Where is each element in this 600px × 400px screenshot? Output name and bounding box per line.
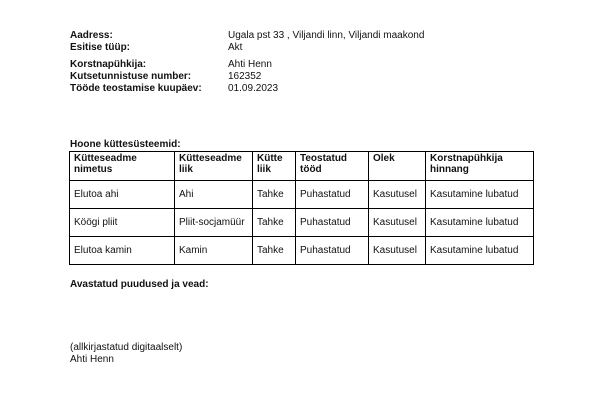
cell-status: Kasutusel	[369, 209, 426, 237]
date-value: 01.09.2023	[228, 83, 279, 94]
cell-work-done: Puhastatud	[296, 237, 369, 265]
doc-type-value: Akt	[228, 42, 243, 53]
header-assessment: Korstnapühkija hinnang	[426, 152, 534, 181]
doc-type-label: Esitise tüüp:	[70, 42, 131, 53]
heating-systems-title: Hoone küttesüsteemid:	[70, 139, 181, 150]
cell-fuel-type: Tahke	[253, 237, 296, 265]
sweep-row	[70, 59, 510, 71]
signature-block	[70, 342, 182, 366]
header-status: Olek	[369, 152, 426, 181]
cert-row	[70, 71, 510, 83]
date-row	[70, 83, 510, 95]
info-block	[70, 30, 510, 95]
header-fuel-type: Kütte liik	[253, 152, 296, 181]
address-row	[70, 30, 510, 42]
signature-name: Ahti Henn	[70, 354, 114, 365]
signature-note: (allkirjastatud digitaalselt)	[70, 342, 183, 353]
table-row	[70, 181, 534, 209]
cert-value: 162352	[228, 71, 262, 82]
table-row	[70, 237, 534, 265]
cell-fuel-type: Tahke	[253, 209, 296, 237]
sweep-value: Ahti Henn	[228, 59, 272, 70]
cell-device-type: Ahi	[175, 181, 253, 209]
cell-device-name: Elutoa ahi	[70, 181, 175, 209]
header-device-name: Kütteseadme nimetus	[70, 152, 175, 181]
cell-assessment: Kasutamine lubatud	[426, 209, 534, 237]
cell-status: Kasutusel	[369, 181, 426, 209]
header-work-done: Teostatud tööd	[296, 152, 369, 181]
date-label: Tööde teostamise kuupäev:	[70, 83, 202, 94]
cell-device-name: Elutoa kamin	[70, 237, 175, 265]
defects-title: Avastatud puudused ja vead:	[70, 279, 209, 290]
cell-assessment: Kasutamine lubatud	[426, 181, 534, 209]
cell-work-done: Puhastatud	[296, 209, 369, 237]
cell-device-name: Köögi pliit	[70, 209, 175, 237]
header-device-type: Kütteseadme liik	[175, 152, 253, 181]
heating-systems-table	[69, 151, 534, 265]
table-row	[70, 209, 534, 237]
sweep-label: Korstnapühkija:	[70, 59, 147, 70]
cell-status: Kasutusel	[369, 237, 426, 265]
cert-label: Kutsetunnistuse number:	[70, 71, 192, 82]
cell-work-done: Puhastatud	[296, 181, 369, 209]
doc-type-row	[70, 42, 510, 54]
address-value: Ugala pst 33 , Viljandi linn, Viljandi maakond	[228, 30, 425, 41]
cell-device-type: Pliit-socjamüür	[175, 209, 253, 237]
cell-assessment: Kasutamine lubatud	[426, 237, 534, 265]
cell-device-type: Kamin	[175, 237, 253, 265]
address-label: Aadress:	[70, 30, 113, 41]
table-header-row	[70, 152, 534, 181]
cell-fuel-type: Tahke	[253, 181, 296, 209]
